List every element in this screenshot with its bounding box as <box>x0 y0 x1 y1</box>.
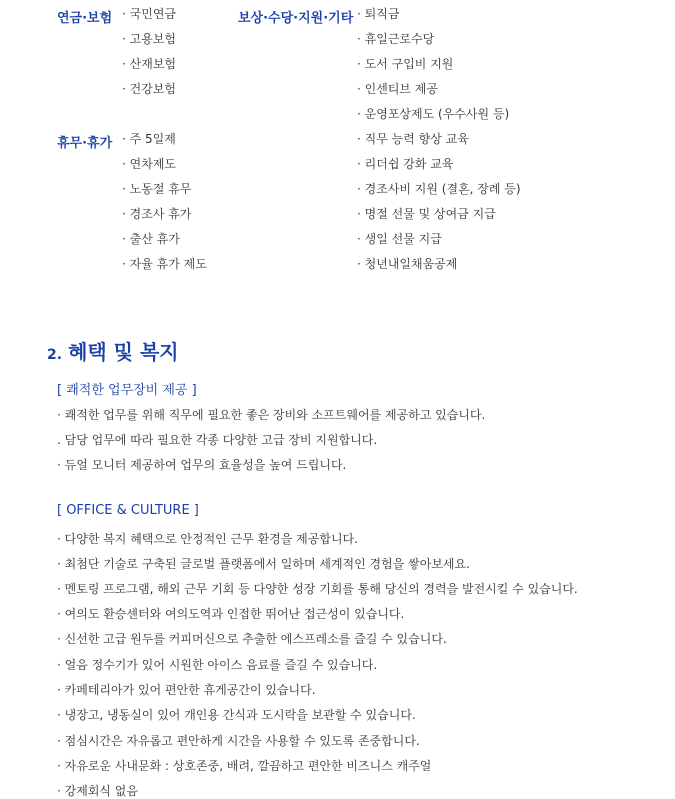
category-compensation: 보상·수당·지원·기타 <box>238 11 354 26</box>
office-culture-heading: [ OFFICE & CULTURE ] <box>57 503 199 518</box>
section-title-text: 혜택 및 복지 <box>68 340 179 364</box>
list-item: · 국민연금 <box>122 7 176 21</box>
list-item: · 노동절 휴무 <box>122 182 192 196</box>
list-item: · 리더쉽 강화 교육 <box>357 157 454 171</box>
office-culture-line: · 얼음 정수기가 있어 시원한 아이스 음료를 즐길 수 있습니다. <box>57 658 378 672</box>
list-item: · 산재보험 <box>122 57 176 71</box>
office-culture-line: · 점심시간은 자유롭고 편안하게 시간을 사용할 수 있도록 존중합니다. <box>57 734 420 748</box>
office-culture-line: · 카페테리아가 있어 편안한 휴게공간이 있습니다. <box>57 683 316 697</box>
list-item: · 도서 구입비 지원 <box>357 57 454 71</box>
category-pension-insurance: 연금·보험 <box>57 11 113 26</box>
list-item: · 자율 휴가 제도 <box>122 257 207 271</box>
equipment-line: · 듀얼 모니터 제공하여 업무의 효율성을 높여 드립니다. <box>57 458 347 472</box>
office-culture-line: · 최첨단 기술로 구축된 글로벌 플랫폼에서 일하며 세계적인 경험을 쌓아보세요. <box>57 557 470 571</box>
list-item: · 건강보험 <box>122 82 176 96</box>
list-item: · 직무 능력 향상 교육 <box>357 132 469 146</box>
list-item: · 출산 휴가 <box>122 232 180 246</box>
list-item: · 퇴직금 <box>357 7 400 21</box>
list-item: · 연차제도 <box>122 157 176 171</box>
list-item: · 경조사 휴가 <box>122 207 192 221</box>
section-title <box>47 336 179 365</box>
list-item: · 주 5일제 <box>122 132 176 146</box>
equipment-line: · 쾌적한 업무를 위해 직무에 필요한 좋은 장비와 소프트웨어를 제공하고 있습니다. <box>57 408 486 422</box>
equipment-heading: [ 쾌적한 업무장비 제공 ] <box>57 383 197 398</box>
list-item: · 경조사비 지원 (결혼, 장례 등) <box>357 182 521 196</box>
office-culture-line: · 신선한 고급 원두를 커피머신으로 추출한 에스프레소를 즐길 수 있습니다. <box>57 632 447 646</box>
office-culture-line: · 멘토링 프로그램, 해외 근무 기회 등 다양한 성장 기회를 통해 당신의 경력을 발전시킬 수 있습니다. <box>57 582 578 596</box>
category-vacation: 휴무·휴가 <box>57 136 113 151</box>
office-culture-line: · 다양한 복지 혜택으로 안정적인 근무 환경을 제공합니다. <box>57 532 358 546</box>
office-culture-line: · 강제회식 없음 <box>57 784 138 798</box>
office-culture-line: · 자유로운 사내문화 : 상호존중, 배려, 깔끔하고 편안한 비즈니스 캐주얼 <box>57 759 432 773</box>
office-culture-line: · 여의도 환승센터와 여의도역과 인접한 뛰어난 접근성이 있습니다. <box>57 607 405 621</box>
list-item: · 인센티브 제공 <box>357 82 438 96</box>
list-item: · 생일 선물 지급 <box>357 232 442 246</box>
list-item: · 운영포상제도 (우수사원 등) <box>357 107 510 121</box>
list-item: · 청년내일채움공제 <box>357 257 458 271</box>
equipment-line: . 담당 업무에 따라 필요한 각종 다양한 고급 장비 지원합니다. <box>57 433 378 447</box>
list-item: · 명절 선물 및 상여금 지급 <box>357 207 496 221</box>
list-item: · 휴일근로수당 <box>357 32 435 46</box>
list-item: · 고용보험 <box>122 32 176 46</box>
office-culture-line: · 냉장고, 냉동실이 있어 개인용 간식과 도시락을 보관할 수 있습니다. <box>57 708 416 722</box>
section-number: 2. <box>47 347 63 363</box>
